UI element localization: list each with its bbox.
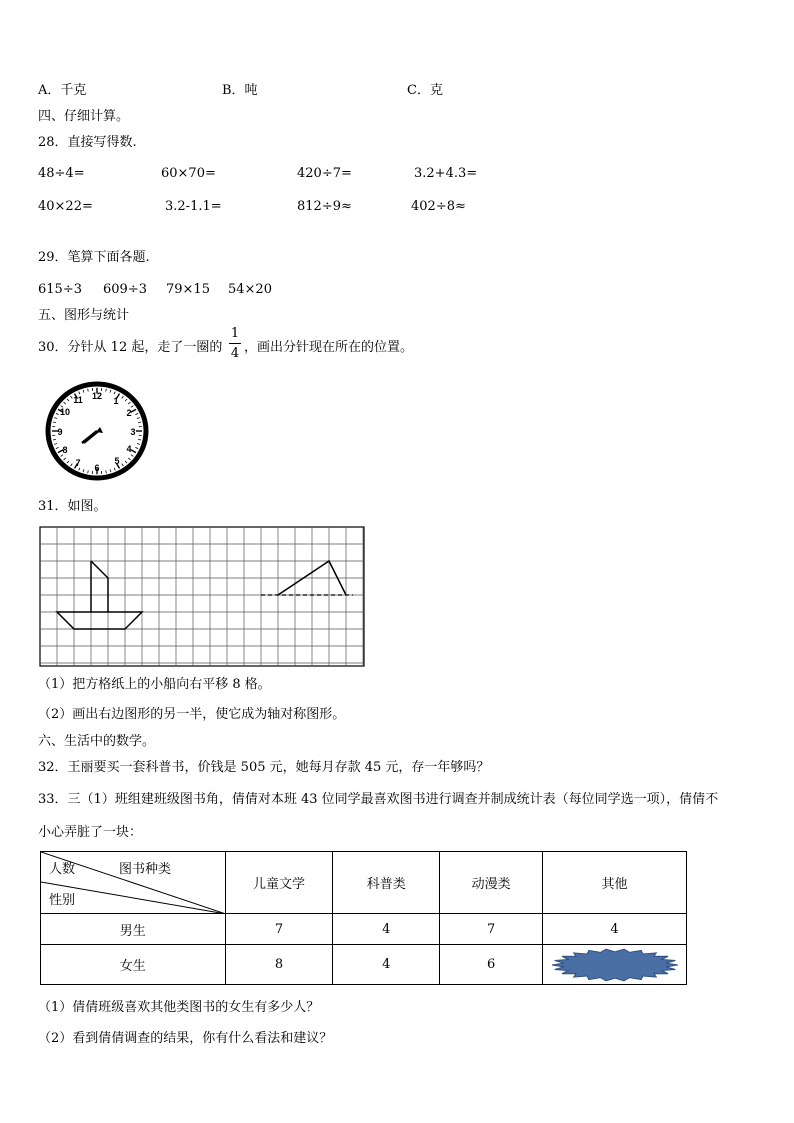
table-header-row (41, 852, 687, 914)
clock-arrowhead (96, 427, 103, 433)
corner-label-count: 人数 (49, 862, 76, 877)
stain-cell (543, 945, 687, 985)
clock-number-2: 2 (126, 408, 132, 418)
clock-number-4: 4 (126, 444, 132, 454)
fraction-bar (229, 343, 241, 344)
q28-item: 812÷9≈ (297, 199, 352, 214)
table-cell: 7 (225, 914, 333, 945)
q33-line1: 33．三（1）班组建班级图书角，倩倩对本班 43 位同学最喜欢图书进行调查并制成统计表（每位同学选一项），倩倩不 (38, 792, 719, 807)
clock-number-1: 1 (113, 396, 119, 406)
table-cell: 4 (333, 945, 440, 985)
table-row (41, 945, 687, 985)
q29-item: 79×15 (166, 282, 210, 297)
column-header: 其他 (543, 852, 687, 914)
q33-sub2: （2）看到倩倩调查的结果，你有什么看法和建议？ (38, 1031, 333, 1046)
clock-number-11: 11 (73, 395, 83, 405)
row-label: 女生 (41, 945, 226, 985)
q28-item: 402÷8≈ (411, 199, 466, 214)
q30-text-after: ，画出分针现在所在的位置。 (244, 340, 414, 355)
ink-stain-icon (550, 948, 680, 982)
q29-item: 609÷3 (103, 282, 147, 297)
q28-item: 420÷7= (297, 166, 352, 181)
clock-number-12: 12 (91, 391, 103, 401)
table-cell: 4 (333, 914, 440, 945)
table-corner-cell (41, 852, 226, 914)
clock-number-3: 3 (130, 427, 136, 437)
q29-title: 29．笔算下面各题. (38, 250, 150, 265)
clock-hour-hand (82, 431, 97, 443)
q32-text: 32．王丽要买一套科普书，价钱是 505 元，她每月存款 45 元，存一年够吗？ (38, 760, 490, 775)
section-5-heading: 五、图形与统计 (38, 308, 130, 323)
option-b: B．吨 (222, 83, 258, 98)
grid-paper (39, 526, 366, 668)
q31-title: 31．如图。 (38, 499, 107, 514)
q33-sub1: （1）倩倩班级喜欢其他类图书的女生有多少人？ (38, 1000, 320, 1015)
q33-line2: 小心弄脏了一块： (38, 825, 143, 840)
clock-number-7: 7 (75, 458, 81, 468)
q30-text-before: 30．分针从 12 起，走了一圈的 (38, 340, 223, 355)
fraction-numerator: 1 (230, 326, 240, 341)
fraction-denominator: 4 (230, 346, 240, 361)
q28-item: 60×70= (161, 166, 216, 181)
q28-item: 40×22= (38, 199, 93, 214)
q31-sub1: （1）把方格纸上的小船向右平移 8 格。 (38, 677, 271, 692)
option-c: C．克 (407, 83, 443, 98)
q28-item: 48÷4= (38, 166, 85, 181)
clock-number-10: 10 (59, 407, 71, 417)
q29-item: 54×20 (228, 282, 272, 297)
clock-number-6: 6 (94, 463, 100, 473)
column-header: 动漫类 (440, 852, 543, 914)
table-cell: 8 (225, 945, 333, 985)
corner-label-gender: 性别 (49, 893, 76, 908)
q28-item: 3.2-1.1= (165, 199, 222, 214)
clock-number-8: 8 (62, 445, 68, 455)
clock-number-9: 9 (57, 427, 63, 437)
q28-item: 3.2+4.3= (414, 166, 478, 181)
stats-table (40, 851, 687, 985)
option-a: A．千克 (38, 83, 87, 98)
clock-face (44, 380, 150, 482)
q28-title: 28．直接写得数. (38, 135, 137, 150)
clock-number-5: 5 (114, 456, 120, 466)
table-cell: 6 (440, 945, 543, 985)
table-cell: 4 (543, 914, 687, 945)
table-cell: 7 (440, 914, 543, 945)
section-4-heading: 四、仔细计算。 (38, 109, 130, 124)
section-6-heading: 六、生活中的数学。 (38, 734, 156, 749)
q29-item: 615÷3 (38, 282, 82, 297)
row-label: 男生 (41, 914, 226, 945)
column-header: 儿童文学 (225, 852, 333, 914)
q31-sub2: （2）画出右边图形的另一半，使它成为轴对称图形。 (38, 707, 346, 722)
corner-label-category: 图书种类 (119, 862, 172, 877)
column-header: 科普类 (333, 852, 440, 914)
table-row (41, 914, 687, 945)
